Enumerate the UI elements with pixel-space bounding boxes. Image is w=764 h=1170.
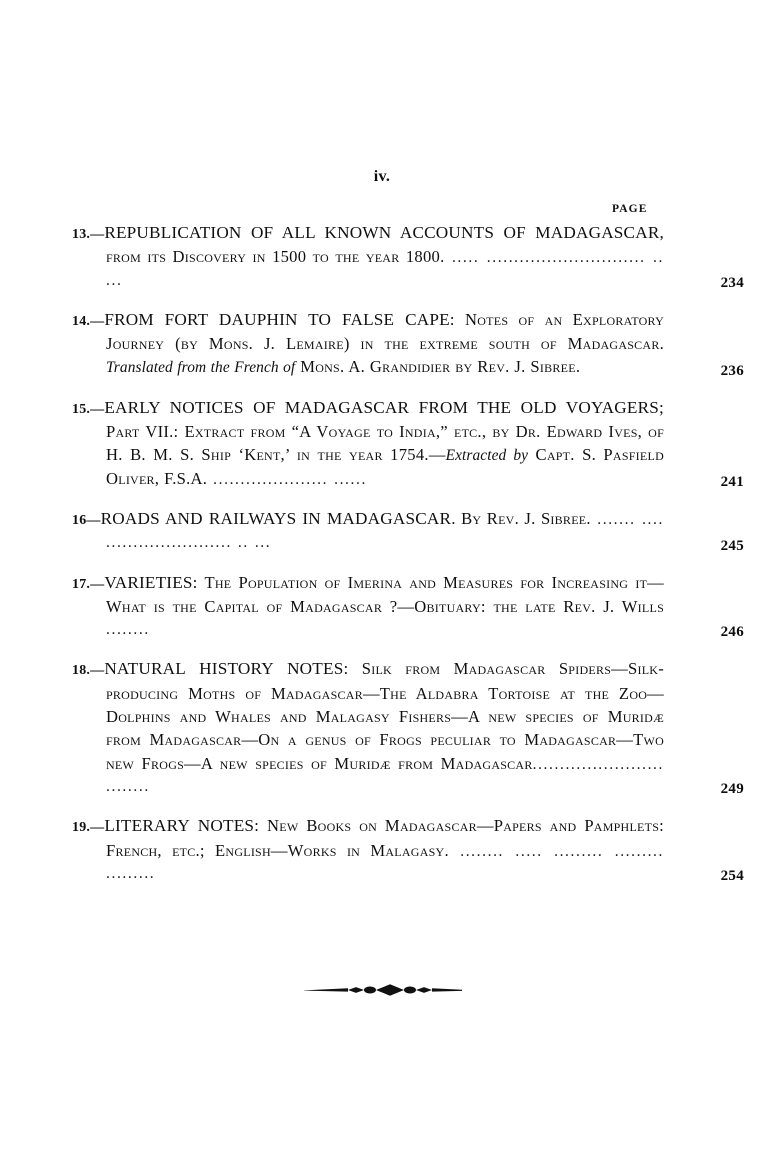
toc-entry-subtitle: Part VII.: Extract from “A Voyage to India,” etc., by Dr. Edward Ives, of H. B. M. S. Ship ‘Kent,’ in the year 1754.— [106,422,664,465]
toc-entry-number: 16— [72,512,101,528]
toc-entry-text [72,658,664,798]
toc-leader-dots: ..................... ...... [207,470,367,488]
toc-entry-subtitle: from its Discovery in 1500 to the year 1800. [106,247,445,267]
toc-entry-title: EARLY NOTICES OF MADAGASCAR FROM THE OLD VOYAGERS; [104,397,664,417]
toc-entry-text [72,222,664,292]
toc-page-number[interactable]: 249 [720,781,744,798]
toc-page-number[interactable]: 236 [720,362,744,379]
toc-leader-dots: ........ [106,621,150,639]
toc-page-number[interactable]: 234 [720,274,744,291]
toc-entry-title: ROADS AND RAILWAYS IN MADAGASCAR. [100,508,456,528]
toc-entry[interactable] [72,309,744,380]
toc-entry-text [72,815,664,885]
toc-page-number[interactable]: 245 [720,537,744,554]
toc-entry[interactable] [72,508,744,555]
toc-entry-subtitle: New Books on Madagascar—Papers and Pamphlets: French, etc.; English—Works in Malagasy. [106,816,664,860]
toc-entry-number: 13.— [72,227,105,242]
toc-leader-dots: ........................ ........ [106,755,664,795]
page-column-header: PAGE [612,203,648,215]
toc-entry-number: 17.— [72,576,105,592]
toc-entry-subtitle-cont: Capt. S. Pasfield Oliver, F.S.A. [106,445,664,488]
section-ornament [0,975,764,1005]
toc-entry-title: NATURAL HISTORY NOTES: [104,659,349,679]
toc-entry-subtitle: Notes of an Exploratory Journey (by Mons. J. Lemaire) in the extreme south of Madagascar. [106,309,664,354]
toc-entry-title: LITERARY NOTES: [104,816,260,836]
page-folio: iv. [373,168,391,185]
toc-entry[interactable] [72,658,744,798]
toc-entry-number: 18.— [72,663,105,679]
toc-entry[interactable] [72,572,744,642]
toc-entry-italic-note: Extracted by [445,447,529,465]
toc-entry[interactable] [72,815,744,885]
toc-leader-dots: ..... ............................. .. ... [106,249,664,289]
toc-entry-text [72,309,664,380]
toc-entry-number: 14.— [72,313,105,329]
toc-entry[interactable] [72,397,744,491]
toc-page-number[interactable]: 241 [720,473,744,490]
toc-entry-italic-note: Translated from the French of [106,359,296,377]
toc-entry-subtitle-cont: Mons. A. Grandidier by Rev. J. Sibree. [295,357,581,377]
toc-page-number[interactable]: 246 [720,624,744,641]
toc-leader-dots: ....... .... ....................... .. ... [106,510,664,552]
toc-entry-number: 15.— [72,401,105,417]
toc-entry-subtitle: By Rev. J. Sibree. [455,508,591,528]
toc-entry[interactable] [72,222,744,292]
toc-entry-text [72,508,664,555]
toc-leader-dots: ........ ..... ......... ......... ......... [106,842,664,882]
toc-entry-title: REPUBLICATION OF ALL KNOWN ACCOUNTS OF MADAGASCAR, [104,223,664,242]
diamond-rule-icon [302,980,462,1000]
toc-page-number[interactable]: 254 [720,868,744,885]
table-of-contents [72,222,744,885]
toc-entry-text [72,572,664,642]
toc-entry-text [72,397,664,491]
toc-entry-subtitle: Silk from Madagascar Spiders—Silk-producing Moths of Madagascar—The Aldabra Tortoise at the Zoo—Dolphins and Whales and Malagasy Fishers—A new species of Muridæ from Madagascar—On a genus of Frogs peculiar to Madagascar—Two new Frogs—A new species of Muridæ from Madagascar [106,659,664,773]
toc-entry-title: VARIETIES: [104,572,198,592]
toc-entry-number: 19.— [72,820,105,836]
toc-entry-subtitle: The Population of Imerina and Measures for Increasing it—What is the Capital of Madagascar ?—Obituary: the late Rev. J. Wills [106,572,664,616]
toc-entry-title: FROM FORT DAUPHIN TO FALSE CAPE: [104,309,455,329]
